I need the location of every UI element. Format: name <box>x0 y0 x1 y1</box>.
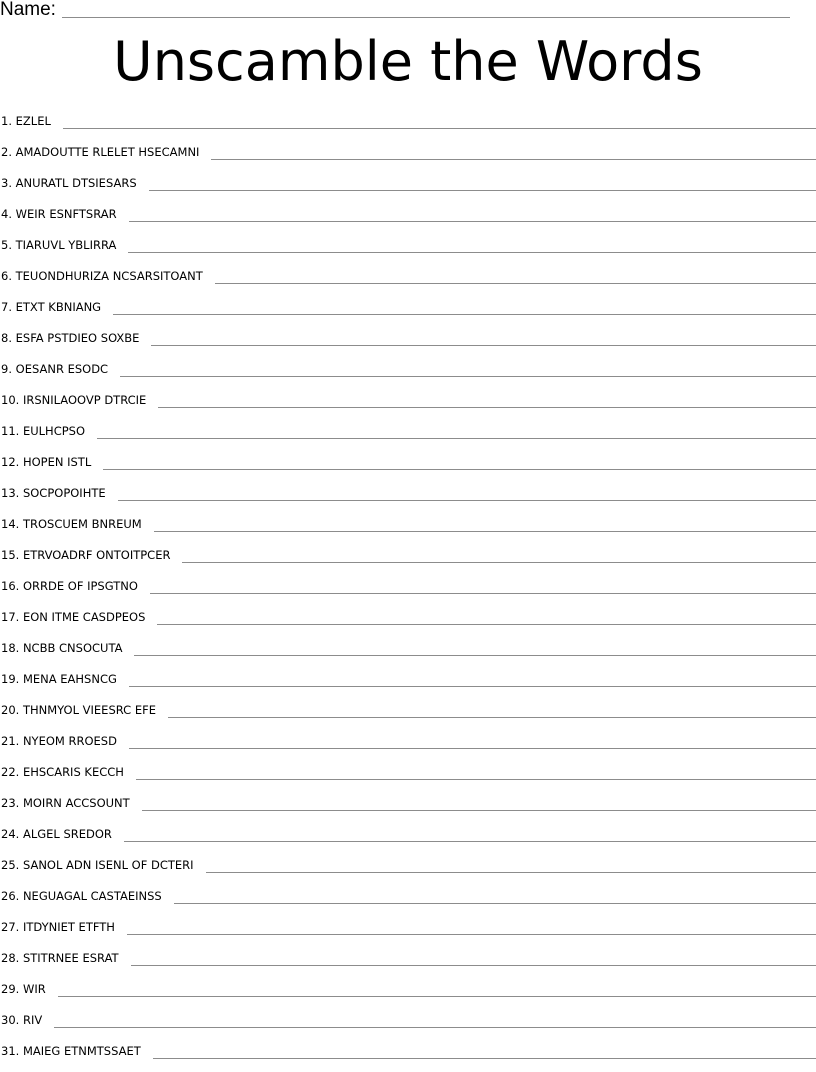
scrambled-word <box>0 669 117 689</box>
scrambled-word <box>0 948 119 968</box>
scrambled-word <box>0 607 145 627</box>
scrambled-word <box>0 979 46 999</box>
scrambled-letters: RIV <box>22 1013 43 1027</box>
answer-line[interactable] <box>136 779 816 780</box>
scrambled-letters: NYEOM RROESD <box>22 734 117 748</box>
scrambled-letters: MOIRN ACCSOUNT <box>22 796 130 810</box>
list-item <box>0 266 816 297</box>
scrambled-word <box>0 886 162 906</box>
scrambled-word <box>0 762 124 782</box>
scrambled-letters: SANOL ADN ISENL OF DCTERI <box>22 858 194 872</box>
item-number: 22. <box>1 765 20 779</box>
scrambled-letters: OESANR ESODC <box>15 362 109 376</box>
list-item <box>0 948 816 979</box>
answer-line[interactable] <box>129 221 816 222</box>
list-item <box>0 235 816 266</box>
answer-line[interactable] <box>54 1027 816 1028</box>
scrambled-letters: IRSNILAOOVP DTRCIE <box>22 393 147 407</box>
name-label: Name: <box>0 0 56 20</box>
page-title: Unscamble the Words <box>113 30 703 93</box>
scrambled-letters: ETRVOADRF ONTOITPCER <box>22 548 171 562</box>
item-number: 28. <box>1 951 20 965</box>
scrambled-word <box>0 731 117 751</box>
scrambled-letters: TROSCUEM BNREUM <box>22 517 142 531</box>
answer-line[interactable] <box>142 810 816 811</box>
scrambled-letters: EHSCARIS KECCH <box>22 765 124 779</box>
item-number: 3. <box>1 176 12 190</box>
scrambled-letters: TEUONDHURIZA NCSARSITOANT <box>15 269 203 283</box>
list-item <box>0 514 816 545</box>
item-number: 9. <box>1 362 12 376</box>
list-item <box>0 638 816 669</box>
list-item <box>0 1041 816 1072</box>
scrambled-word <box>0 204 117 224</box>
scrambled-word <box>0 917 115 937</box>
scrambled-word <box>0 359 108 379</box>
scrambled-letters: STITRNEE ESRAT <box>22 951 119 965</box>
item-number: 27. <box>1 920 20 934</box>
item-number: 15. <box>1 548 20 562</box>
scrambled-letters: MAIEG ETNMTSSAET <box>22 1044 141 1058</box>
answer-line[interactable] <box>131 965 816 966</box>
item-number: 14. <box>1 517 20 531</box>
item-number: 20. <box>1 703 20 717</box>
answer-line[interactable] <box>129 686 816 687</box>
item-number: 8. <box>1 331 12 345</box>
list-item <box>0 421 816 452</box>
item-number: 24. <box>1 827 20 841</box>
answer-line[interactable] <box>120 376 816 377</box>
list-item <box>0 111 816 142</box>
list-item <box>0 824 816 855</box>
scrambled-letters: WIR <box>22 982 46 996</box>
item-number: 13. <box>1 486 20 500</box>
scrambled-letters: ALGEL SREDOR <box>22 827 112 841</box>
answer-line[interactable] <box>113 314 816 315</box>
scrambled-word <box>0 390 146 410</box>
answer-line[interactable] <box>153 1058 816 1059</box>
list-item <box>0 576 816 607</box>
scrambled-letters: SOCPOPOIHTE <box>22 486 106 500</box>
scrambled-letters: TIARUVL YBLIRRA <box>15 238 117 252</box>
answer-line[interactable] <box>211 159 816 160</box>
answer-line[interactable] <box>150 593 816 594</box>
list-item <box>0 204 816 235</box>
item-number: 30. <box>1 1013 20 1027</box>
word-list <box>0 111 816 1072</box>
list-item <box>0 979 816 1010</box>
answer-line[interactable] <box>174 903 816 904</box>
scrambled-letters: AMADOUTTE RLELET HSECAMNI <box>15 145 200 159</box>
list-item <box>0 483 816 514</box>
list-item <box>0 669 816 700</box>
answer-line[interactable] <box>128 252 816 253</box>
scrambled-letters: EON ITME CASDPEOS <box>22 610 146 624</box>
scrambled-letters: THNMYOL VIEESRC EFE <box>22 703 157 717</box>
scrambled-letters: EULHCPSO <box>22 424 86 438</box>
item-number: 25. <box>1 858 20 872</box>
answer-line[interactable] <box>168 717 816 718</box>
scrambled-word <box>0 173 137 193</box>
scrambled-word <box>0 421 85 441</box>
list-item <box>0 390 816 421</box>
name-row <box>0 0 790 20</box>
list-item <box>0 607 816 638</box>
scrambled-word <box>0 328 139 348</box>
item-number: 16. <box>1 579 20 593</box>
scrambled-word <box>0 793 130 813</box>
item-number: 26. <box>1 889 20 903</box>
answer-line[interactable] <box>134 655 816 656</box>
item-number: 17. <box>1 610 20 624</box>
answer-line[interactable] <box>58 996 816 997</box>
list-item <box>0 1010 816 1041</box>
list-item <box>0 731 816 762</box>
item-number: 19. <box>1 672 20 686</box>
scrambled-word <box>0 483 106 503</box>
scrambled-word <box>0 514 142 534</box>
answer-line[interactable] <box>158 407 816 408</box>
item-number: 4. <box>1 207 12 221</box>
answer-line[interactable] <box>206 872 816 873</box>
item-number: 11. <box>1 424 20 438</box>
scrambled-letters: WEIR ESNFTSRAR <box>15 207 117 221</box>
item-number: 31. <box>1 1044 20 1058</box>
answer-line[interactable] <box>118 500 816 501</box>
scrambled-word <box>0 235 116 255</box>
scrambled-word <box>0 638 122 658</box>
item-number: 12. <box>1 455 20 469</box>
item-number: 23. <box>1 796 20 810</box>
answer-line[interactable] <box>129 748 816 749</box>
scrambled-letters: ANURATL DTSIESARS <box>15 176 137 190</box>
answer-line[interactable] <box>182 562 816 563</box>
list-item <box>0 452 816 483</box>
list-item <box>0 762 816 793</box>
answer-line[interactable] <box>63 128 816 129</box>
answer-line[interactable] <box>97 438 816 439</box>
answer-line[interactable] <box>157 624 816 625</box>
list-item <box>0 917 816 948</box>
scrambled-letters: HOPEN ISTL <box>22 455 92 469</box>
answer-line[interactable] <box>215 283 816 284</box>
item-number: 2. <box>1 145 12 159</box>
item-number: 10. <box>1 393 20 407</box>
scrambled-word <box>0 1010 42 1030</box>
scrambled-word <box>0 700 156 720</box>
answer-line[interactable] <box>127 934 816 935</box>
list-item <box>0 700 816 731</box>
scrambled-word <box>0 297 101 317</box>
name-answer-line[interactable] <box>62 17 790 18</box>
item-number: 21. <box>1 734 20 748</box>
scrambled-word <box>0 266 203 286</box>
list-item <box>0 173 816 204</box>
scrambled-letters: NEGUAGAL CASTAEINSS <box>22 889 162 903</box>
scrambled-letters: ESFA PSTDIEO SOXBE <box>15 331 140 345</box>
list-item <box>0 297 816 328</box>
list-item <box>0 855 816 886</box>
scrambled-word <box>0 111 51 131</box>
list-item <box>0 359 816 390</box>
answer-line[interactable] <box>149 190 816 191</box>
scrambled-letters: MENA EAHSNCG <box>22 672 117 686</box>
scrambled-word <box>0 824 112 844</box>
list-item <box>0 793 816 824</box>
item-number: 6. <box>1 269 12 283</box>
scrambled-word <box>0 452 91 472</box>
answer-line[interactable] <box>154 531 816 532</box>
scrambled-word <box>0 1041 141 1061</box>
item-number: 7. <box>1 300 12 314</box>
item-number: 5. <box>1 238 12 252</box>
scrambled-word <box>0 545 170 565</box>
scrambled-letters: ORRDE OF IPSGTNO <box>22 579 138 593</box>
answer-line[interactable] <box>103 469 816 470</box>
list-item <box>0 328 816 359</box>
item-number: 1. <box>1 114 12 128</box>
scrambled-letters: ITDYNIET ETFTH <box>22 920 115 934</box>
item-number: 29. <box>1 982 20 996</box>
scrambled-word <box>0 576 138 596</box>
scrambled-letters: NCBB CNSOCUTA <box>22 641 123 655</box>
answer-line[interactable] <box>151 345 816 346</box>
item-number: 18. <box>1 641 20 655</box>
scrambled-word <box>0 142 199 162</box>
list-item <box>0 142 816 173</box>
scrambled-word <box>0 855 194 875</box>
answer-line[interactable] <box>124 841 816 842</box>
list-item <box>0 545 816 576</box>
scrambled-letters: EZLEL <box>15 114 51 128</box>
scrambled-letters: ETXT KBNIANG <box>15 300 102 314</box>
list-item <box>0 886 816 917</box>
